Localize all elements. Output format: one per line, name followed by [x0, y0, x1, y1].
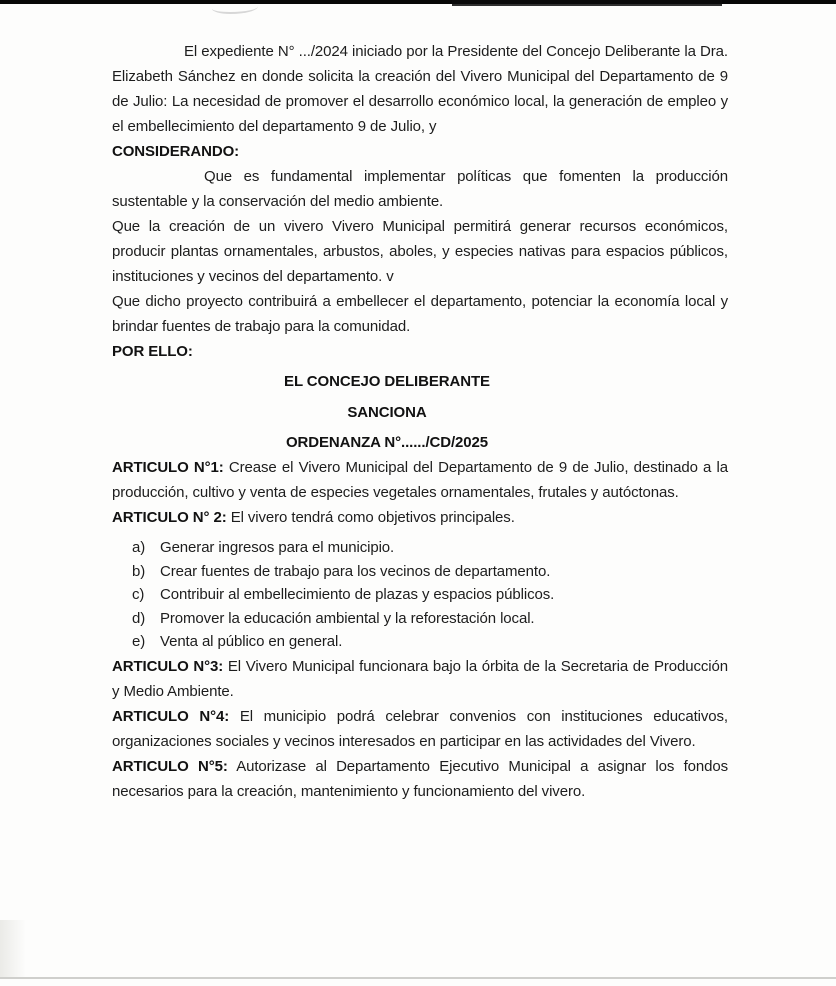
article-1	[112, 455, 728, 505]
objective-text-b: Crear fuentes de trabajo para los vecinos de departamento.	[160, 562, 551, 580]
objectives-list	[112, 536, 728, 654]
concejo-deliberante-line: EL CONCEJO DELIBERANTE	[284, 373, 490, 390]
objective-item-b	[112, 560, 728, 584]
por-ello-heading: POR ELLO:	[112, 343, 193, 360]
considerando-heading: CONSIDERANDO:	[112, 143, 240, 160]
objective-item-a	[112, 536, 728, 560]
objective-marker-d: d)	[132, 609, 146, 627]
considerando-paragraph-1: Que es fundamental implementar políticas que fomenten la producción sustentable y la conservación del medio ambiente.	[112, 168, 728, 210]
article-2-text: El vivero tendrá como objetivos principales.	[230, 509, 515, 526]
considerando-paragraph-2: Que la creación de un vivero Vivero Municipal permitirá generar recursos económicos, producir plantas ornamentales, arbustos, aboles, y especies nativas para espacios públicos, instituciones y vecinos del departamento. v	[112, 218, 728, 285]
article-1-text: Crease el Vivero Municipal del Departamento de 9 de Julio, destinado a la producción, cultivo y venta de especies vegetales ornamentales, frutales y autóctonas.	[112, 459, 729, 501]
scan-corner-shade	[0, 920, 26, 978]
objective-marker-c: c)	[132, 586, 145, 603]
objective-text-d: Promover la educación ambiental y la reforestación local.	[160, 609, 535, 627]
objective-item-d	[112, 607, 728, 631]
scan-edge-top-bump	[452, 0, 722, 6]
considerando-paragraph-3: Que dicho proyecto contribuirá a embellecer el departamento, potenciar la economía local y brindar fuentes de trabajo para la comunidad.	[112, 293, 728, 335]
objective-item-c	[112, 583, 728, 607]
objective-item-e	[112, 630, 728, 654]
article-4-text: El municipio podrá celebrar convenios con instituciones educativos, organizaciones sociales y vecinos interesados en participar en las actividades del Vivero.	[112, 707, 728, 750]
article-3-label: ARTICULO N°3:	[112, 657, 224, 675]
scan-edge-bottom	[0, 977, 836, 979]
objective-text-e: Venta al público en general.	[160, 633, 343, 650]
article-2-label: ARTICULO N° 2:	[112, 509, 227, 526]
document-body	[112, 39, 728, 804]
article-3	[112, 654, 728, 704]
pen-smudge-mark	[212, 1, 258, 14]
article-4-label: ARTICULO N°4:	[112, 707, 230, 725]
intro-paragraph: El expediente N° .../2024 iniciado por la Presidente del Concejo Deliberante la Dra. Elizabeth Sánchez en donde solicita la creación del Vivero Municipal del Departamento de 9 de Julio: La necesidad de promover el desarrollo económico local, la generación de empleo y el embellecimiento del departamento 9 de Julio, y	[112, 43, 728, 135]
ordenanza-number-line: ORDENANZA N°....../CD/2025	[285, 434, 489, 451]
sanction-block	[112, 369, 662, 455]
article-4	[112, 704, 728, 754]
objective-text-a: Generar ingresos para el municipio.	[160, 539, 395, 556]
objective-marker-a: a)	[132, 539, 146, 556]
article-3-text: El Vivero Municipal funcionara bajo la órbita de la Secretaria de Producción y Medio Ambiente.	[112, 657, 728, 700]
article-5-text: Autorizase al Departamento Ejecutivo Municipal a asignar los fondos necesarios para la creación, mantenimiento y funcionamiento del vivero.	[112, 757, 729, 800]
article-2	[112, 505, 728, 530]
objective-marker-e: e)	[132, 633, 146, 650]
sanciona-line: SANCIONA	[347, 404, 427, 421]
article-5-label: ARTICULO N°5:	[112, 757, 228, 775]
article-1-label: ARTICULO N°1:	[112, 459, 224, 476]
article-5	[112, 754, 728, 804]
objective-marker-b: b)	[132, 562, 146, 580]
objective-text-c: Contribuir al embellecimiento de plazas y espacios públicos.	[160, 586, 555, 603]
